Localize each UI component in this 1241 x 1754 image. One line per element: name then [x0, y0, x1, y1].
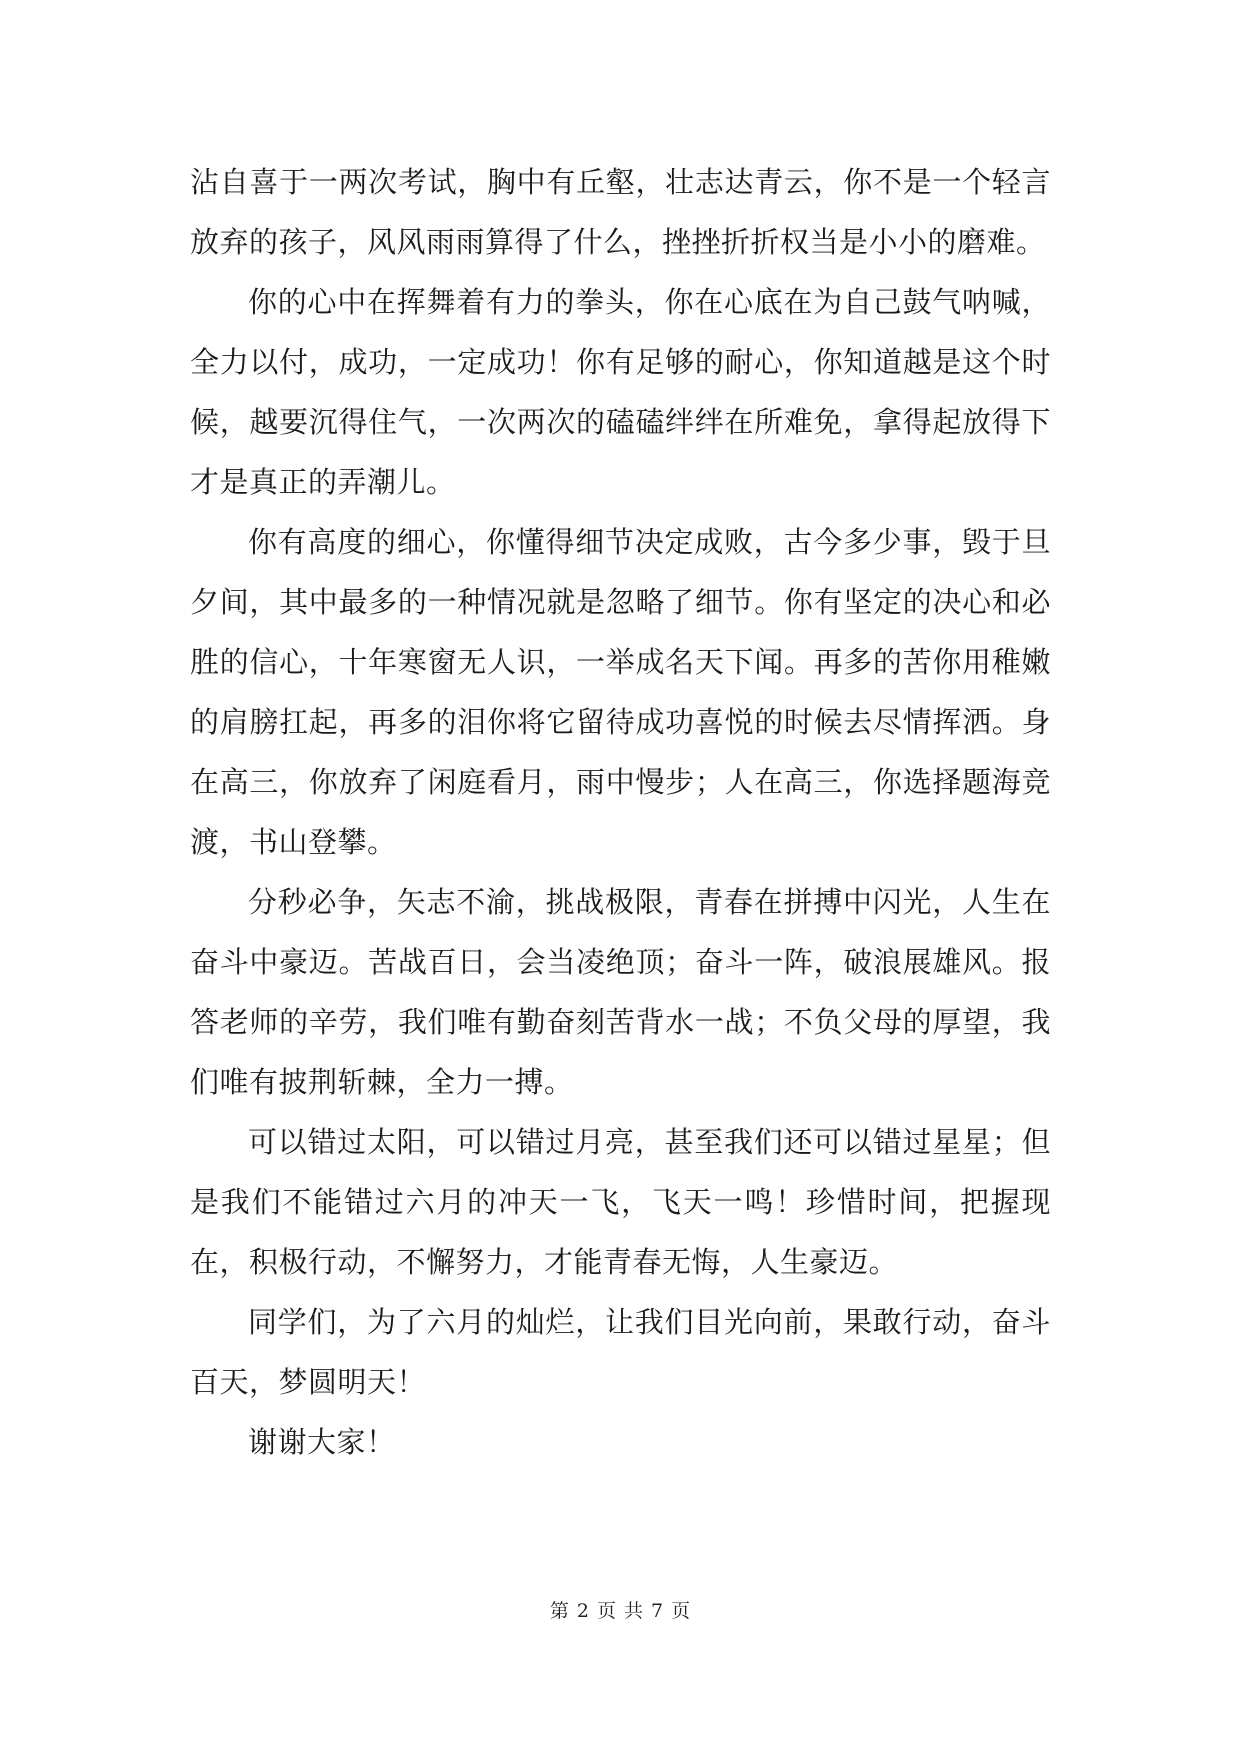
page-number-footer: 第 2 页 共 7 页 [549, 1600, 692, 1622]
document-body [190, 152, 1051, 1472]
paragraph-june: 可以错过太阳，可以错过月亮，甚至我们还可以错过星星；但是我们不能错过六月的冲天一飞，飞天一鸣！珍惜时间，把握现在，积极行动，不懈努力，才能青春无悔，人生豪迈。 [190, 1125, 1051, 1279]
paragraph-continued: 沾自喜于一两次考试，胸中有丘壑，壮志达青云，你不是一个轻言放弃的孩子，风风雨雨算得了什么，挫挫折折权当是小小的磨难。 [190, 165, 1051, 259]
paragraph-heart: 你的心中在挥舞着有力的拳头，你在心底在为自己鼓气呐喊，全力以付，成功，一定成功！你有足够的耐心，你知道越是这个时候，越要沉得住气，一次两次的磕磕绊绊在所难免，拿得起放得下才是真正的弄潮儿。 [190, 285, 1051, 499]
paragraph-classmates: 同学们，为了六月的灿烂，让我们目光向前，果敢行动，奋斗百天，梦圆明天！ [190, 1305, 1051, 1399]
paragraph-struggle: 分秒必争，矢志不渝，挑战极限，青春在拼搏中闪光，人生在奋斗中豪迈。苦战百日，会当凌绝顶；奋斗一阵，破浪展雄风。报答老师的辛劳，我们唯有勤奋刻苦背水一战；不负父母的厚望，我们唯有披荆斩棘，全力一搏。 [190, 885, 1051, 1099]
paragraph-thanks: 谢谢大家！ [248, 1425, 396, 1459]
paragraph-detail: 你有高度的细心，你懂得细节决定成败，古今多少事，毁于旦夕间，其中最多的一种情况就是忽略了细节。你有坚定的决心和必胜的信心，十年寒窗无人识，一举成名天下闻。再多的苦你用稚嫩的肩膀扛起，再多的泪你将它留待成功喜悦的时候去尽情挥洒。身在高三，你放弃了闲庭看月，雨中慢步；人在高三，你选择题海竞渡，书山登攀。 [190, 525, 1051, 859]
